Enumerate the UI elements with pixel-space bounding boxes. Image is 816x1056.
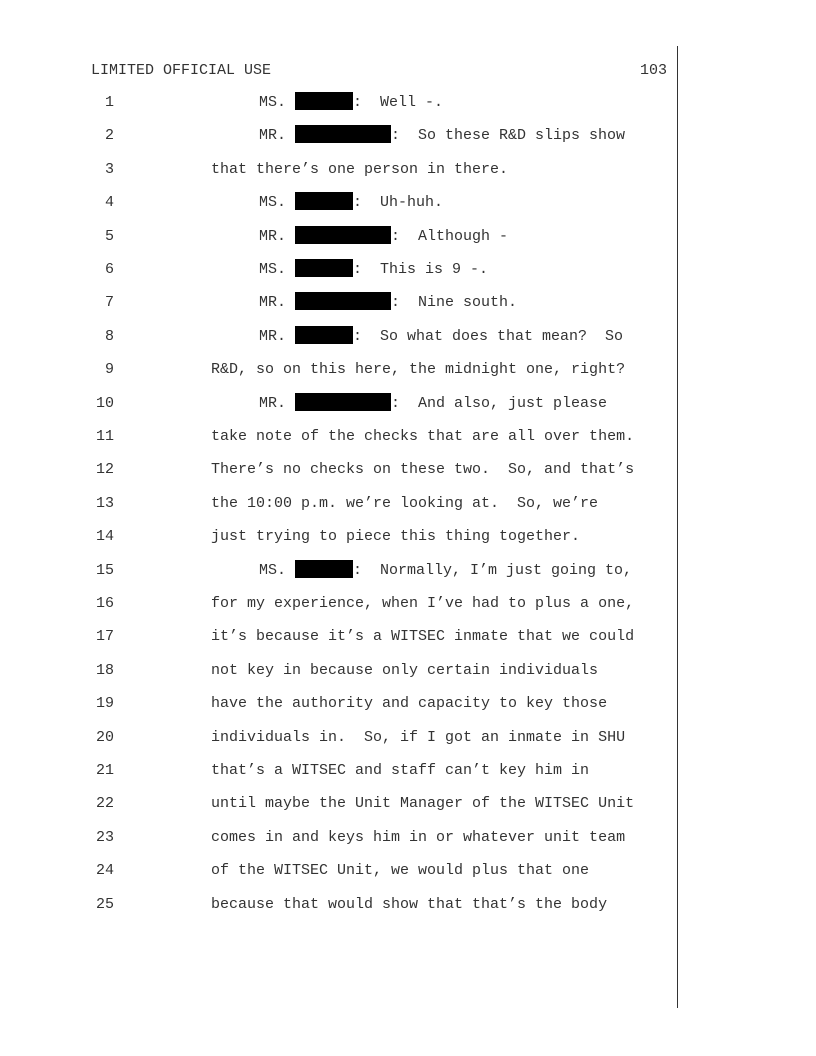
transcript-line bbox=[0, 693, 816, 715]
line-number: 24 bbox=[95, 862, 114, 879]
transcript-line bbox=[0, 292, 816, 314]
transcript-line bbox=[0, 894, 816, 916]
transcript-line bbox=[0, 727, 816, 749]
speaker-line bbox=[259, 192, 443, 214]
line-number: 18 bbox=[95, 662, 114, 679]
speaker-prefix: MS. bbox=[259, 94, 287, 111]
redaction-block bbox=[295, 192, 353, 210]
transcript-line bbox=[0, 827, 816, 849]
redaction-block bbox=[295, 92, 353, 110]
transcript-line bbox=[0, 192, 816, 214]
continuation-text: R&D, so on this here, the midnight one, right? bbox=[211, 361, 626, 378]
speech-text: : Uh-huh. bbox=[353, 194, 444, 211]
transcript-line bbox=[0, 793, 816, 815]
speaker-line bbox=[259, 92, 443, 114]
transcript-line bbox=[0, 426, 816, 448]
transcript-line bbox=[0, 125, 816, 147]
line-number: 7 bbox=[104, 294, 114, 311]
transcript-line bbox=[0, 493, 816, 515]
redaction-block bbox=[295, 560, 353, 578]
line-number: 15 bbox=[95, 562, 114, 579]
transcript-line bbox=[0, 560, 816, 582]
line-number: 6 bbox=[104, 261, 114, 278]
line-number: 11 bbox=[95, 428, 114, 445]
transcript-line bbox=[0, 226, 816, 248]
speaker-prefix: MR. bbox=[259, 395, 287, 412]
line-number: 2 bbox=[104, 127, 114, 144]
continuation-text: There’s no checks on these two. So, and that’s bbox=[211, 461, 635, 478]
redaction-block bbox=[295, 226, 391, 244]
redaction-block bbox=[295, 259, 353, 277]
continuation-text: have the authority and capacity to key those bbox=[211, 695, 608, 712]
line-number: 13 bbox=[95, 495, 114, 512]
speech-text: : Nine south. bbox=[391, 294, 518, 311]
transcript-line bbox=[0, 159, 816, 181]
continuation-text: that there’s one person in there. bbox=[211, 161, 509, 178]
line-number: 10 bbox=[95, 395, 114, 412]
line-number: 19 bbox=[95, 695, 114, 712]
classification-header: LIMITED OFFICIAL USE bbox=[91, 62, 272, 79]
continuation-text: for my experience, when I’ve had to plus a one, bbox=[211, 595, 635, 612]
transcript-line bbox=[0, 660, 816, 682]
transcript-line bbox=[0, 626, 816, 648]
continuation-text: because that would show that that’s the body bbox=[211, 896, 608, 913]
continuation-text: individuals in. So, if I got an inmate in SHU bbox=[211, 729, 626, 746]
continuation-text: just trying to piece this thing together. bbox=[211, 528, 581, 545]
line-number: 4 bbox=[104, 194, 114, 211]
line-number: 1 bbox=[104, 94, 114, 111]
speaker-prefix: MS. bbox=[259, 261, 287, 278]
continuation-text: take note of the checks that are all over them. bbox=[211, 428, 635, 445]
line-number: 14 bbox=[95, 528, 114, 545]
redaction-block bbox=[295, 326, 353, 344]
speaker-line bbox=[259, 259, 488, 281]
speaker-prefix: MS. bbox=[259, 194, 287, 211]
transcript-line bbox=[0, 393, 816, 415]
speaker-prefix: MR. bbox=[259, 228, 287, 245]
transcript-line bbox=[0, 326, 816, 348]
speaker-prefix: MS. bbox=[259, 562, 287, 579]
speaker-prefix: MR. bbox=[259, 127, 287, 144]
line-number: 5 bbox=[104, 228, 114, 245]
speech-text: : Although - bbox=[391, 228, 509, 245]
transcript-line bbox=[0, 359, 816, 381]
redaction-block bbox=[295, 292, 391, 310]
continuation-text: until maybe the Unit Manager of the WITSEC Unit bbox=[211, 795, 635, 812]
redaction-block bbox=[295, 125, 391, 143]
speech-text: : Well -. bbox=[353, 94, 444, 111]
speech-text: : So these R&D slips show bbox=[391, 127, 626, 144]
line-number: 23 bbox=[95, 829, 114, 846]
transcript-line bbox=[0, 259, 816, 281]
continuation-text: not key in because only certain individuals bbox=[211, 662, 599, 679]
line-number: 25 bbox=[95, 896, 114, 913]
transcript-line bbox=[0, 526, 816, 548]
continuation-text: comes in and keys him in or whatever unit team bbox=[211, 829, 626, 846]
speaker-line bbox=[259, 326, 623, 348]
transcript-line bbox=[0, 459, 816, 481]
continuation-text: that’s a WITSEC and staff can’t key him in bbox=[211, 762, 590, 779]
page-number: 103 bbox=[639, 62, 667, 79]
transcript-line bbox=[0, 92, 816, 114]
line-number: 17 bbox=[95, 628, 114, 645]
continuation-text: the 10:00 p.m. we’re looking at. So, we’re bbox=[211, 495, 599, 512]
transcript-line bbox=[0, 593, 816, 615]
line-number: 9 bbox=[104, 361, 114, 378]
speaker-line bbox=[259, 393, 607, 415]
speaker-line bbox=[259, 292, 517, 314]
speaker-prefix: MR. bbox=[259, 328, 287, 345]
line-number: 21 bbox=[95, 762, 114, 779]
speaker-line bbox=[259, 560, 632, 582]
redaction-block bbox=[295, 393, 391, 411]
transcript-line bbox=[0, 860, 816, 882]
line-number: 3 bbox=[104, 161, 114, 178]
line-number: 8 bbox=[104, 328, 114, 345]
speech-text: : This is 9 -. bbox=[353, 261, 489, 278]
speaker-line bbox=[259, 226, 508, 248]
line-number: 20 bbox=[95, 729, 114, 746]
continuation-text: it’s because it’s a WITSEC inmate that we could bbox=[211, 628, 635, 645]
line-number: 12 bbox=[95, 461, 114, 478]
speech-text: : So what does that mean? So bbox=[353, 328, 624, 345]
transcript-line bbox=[0, 760, 816, 782]
line-number: 16 bbox=[95, 595, 114, 612]
continuation-text: of the WITSEC Unit, we would plus that one bbox=[211, 862, 590, 879]
line-number: 22 bbox=[95, 795, 114, 812]
speaker-prefix: MR. bbox=[259, 294, 287, 311]
speech-text: : Normally, I’m just going to, bbox=[353, 562, 633, 579]
speaker-line bbox=[259, 125, 625, 147]
speech-text: : And also, just please bbox=[391, 395, 608, 412]
